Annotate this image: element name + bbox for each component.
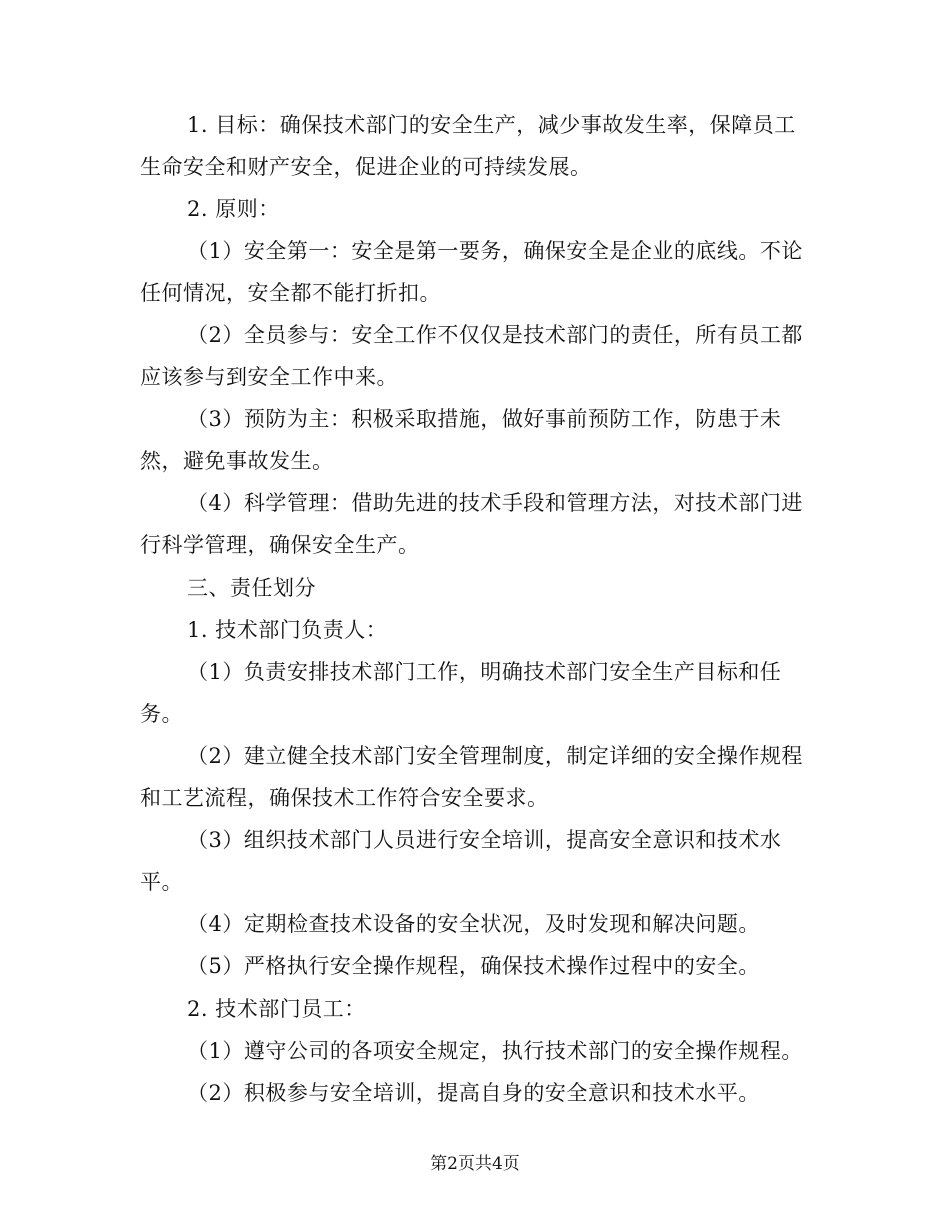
text-line: （1）安全第一：安全是第一要务，确保安全是企业的底线。不论	[187, 239, 803, 263]
text-line: （2）全员参与：安全工作不仅仅是技术部门的责任，所有员工都	[187, 323, 803, 347]
text-line: （2）建立健全技术部门安全管理制度，制定详细的安全操作规程	[187, 744, 803, 768]
text-line: 任何情况，安全都不能打折扣。	[140, 281, 441, 305]
text-line: 应该参与到安全工作中来。	[140, 365, 398, 389]
text-line: 务。	[140, 702, 183, 726]
text-line: （2）积极参与安全培训，提高自身的安全意识和技术水平。	[187, 1081, 760, 1105]
text-line: （3）预防为主：积极采取措施，做好事前预防工作，防患于未	[187, 407, 782, 431]
text-line: 然，避免事故发生。	[140, 449, 334, 473]
page-footer: 第2页共4页	[430, 1154, 520, 1174]
text-line: 和工艺流程，确保技术工作符合安全要求。	[140, 786, 549, 810]
text-line: （5）严格执行安全操作规程，确保技术操作过程中的安全。	[187, 954, 760, 978]
text-line: 生命安全和财产安全，促进企业的可持续发展。	[140, 155, 592, 179]
section-heading: 三、责任划分	[187, 576, 316, 600]
text-line: 2. 原则：	[187, 197, 280, 221]
text-line: 2. 技术部门员工：	[187, 997, 366, 1021]
text-line: （1）负责安排技术部门工作，明确技术部门安全生产目标和任	[187, 660, 782, 684]
text-line: 行科学管理，确保安全生产。	[140, 533, 420, 557]
text-line: 1. 目标：确保技术部门的安全生产，减少事故发生率，保障员工	[187, 113, 796, 137]
text-line: 平。	[140, 870, 183, 894]
text-line: （3）组织技术部门人员进行安全培训，提高安全意识和技术水	[187, 828, 782, 852]
text-line: （4）定期检查技术设备的安全状况，及时发现和解决问题。	[187, 912, 760, 936]
text-line: （1）遵守公司的各项安全规定，执行技术部门的安全操作规程。	[187, 1039, 803, 1063]
text-line: （4）科学管理：借助先进的技术手段和管理方法，对技术部门进	[187, 491, 803, 515]
text-line: 1. 技术部门负责人：	[187, 618, 388, 642]
